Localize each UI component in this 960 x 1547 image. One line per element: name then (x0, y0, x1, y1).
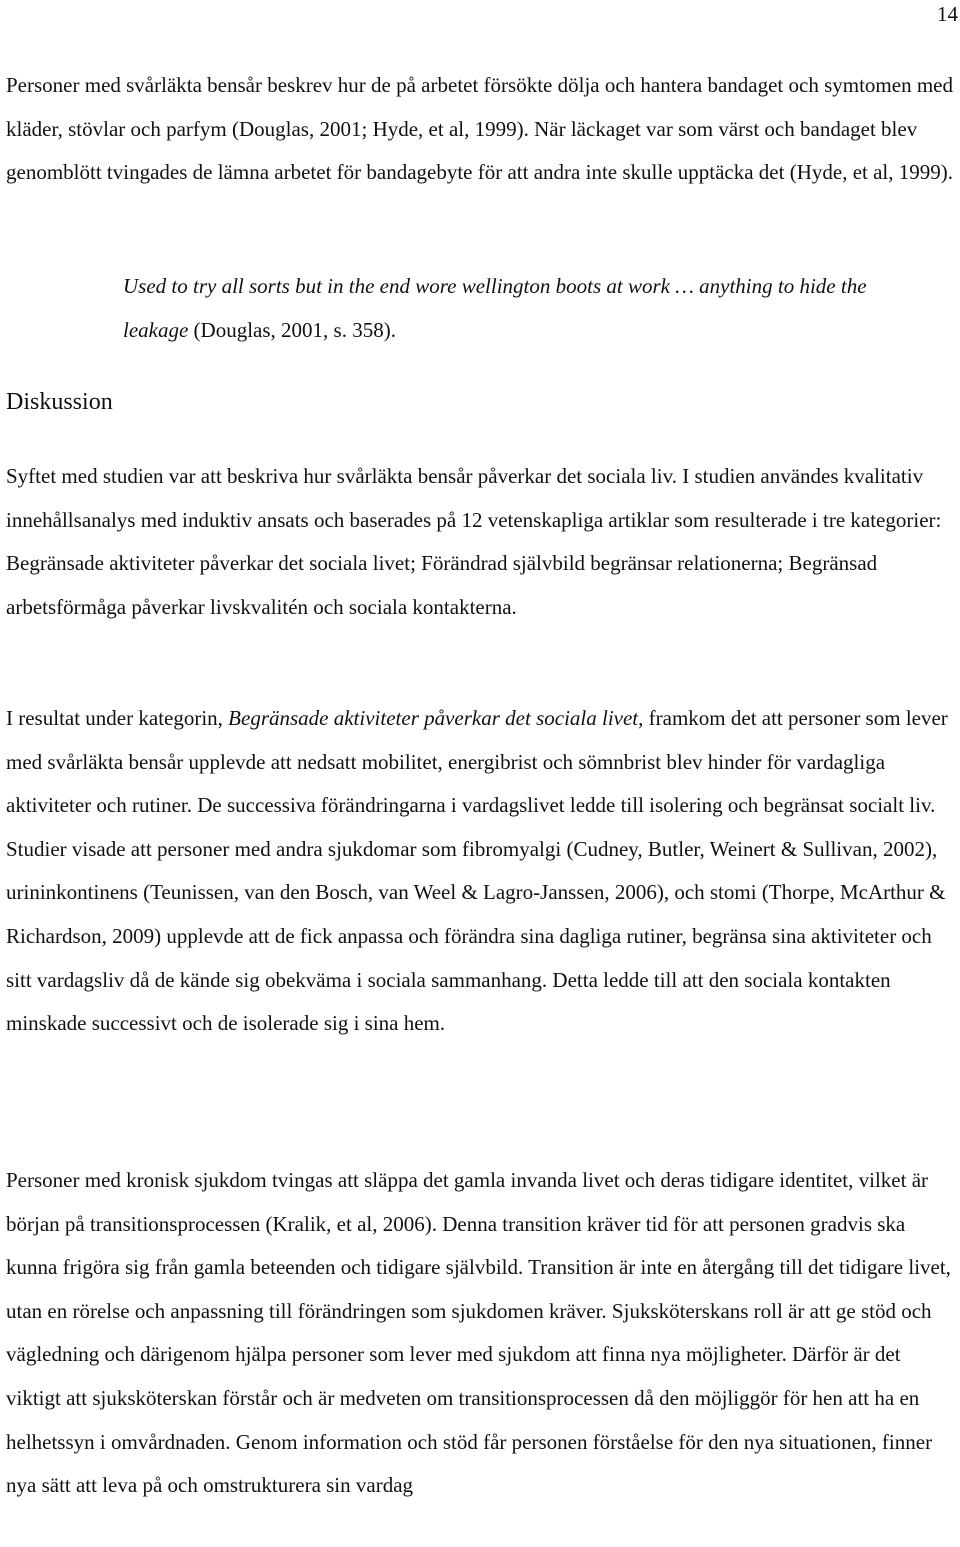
category-title-italic: Begränsade aktiviteter påverkar det sociala livet, (228, 706, 644, 730)
paragraph-study-aim: Syftet med studien var att beskriva hur svårläkta bensår påverkar det sociala liv. I studien användes kvalitativ innehållsanalys med induktiv ansats och baserades på 12 vetenskapliga artiklar som resulterade i tre kategorier: Begränsade aktiviteter påverkar det sociala livet; Förändrad självbild begränsar relationerna; Begränsad arbetsförmåga påverkar livskvalitén och sociala kontakterna. (6, 464, 942, 619)
quote-italic-text: Used to try all sorts but in the end wore wellington boots at work … anything to hide the leakage (123, 274, 867, 342)
paragraph-leg-ulcer-work: Personer med svårläkta bensår beskrev hur de på arbetet försökte dölja och hantera bandaget och symtomen med kläder, stövlar och parfym (Douglas, 2001; Hyde, et al, 1999). När läckaget var som värst och bandaget blev genomblött tvingades de lämna arbetet för bandagebyte för att andra inte skulle upptäcka det (Hyde, et al, 1999). (6, 73, 953, 185)
paragraph3-body: framkom det att personer som lever med svårläkta bensår upplevde att nedsatt mobilitet, energibrist och sömnbrist blev hinder för vardagliga aktiviteter och rutiner. De successiva förändringarna i vardagslivet ledde till isolering och begränsat socialt liv. Studier visade att personer med andra sjukdomar som fibromyalgi (Cudney, Butler, Weinert & Sullivan, 2002), urininkontinens (Teunissen, van den Bosch, van Weel & Lagro-Janssen, 2006), och stomi (Thorpe, McArthur & Richardson, 2009) upplevde att de fick anpassa och förändra sina dagliga rutiner, begränsa sina aktiviteter och sitt vardagsliv då de kände sig obekväma i sociala sammanhang. Detta ledde till att den sociala kontakten minskade successivt och de isolerade sig i sina hem. (6, 706, 948, 1036)
section-heading-diskussion: Diskussion (6, 389, 113, 415)
block-quote (123, 265, 923, 352)
quote-citation: (Douglas, 2001, s. 358). (188, 317, 396, 342)
paragraph3-lead: I resultat under kategorin, (6, 706, 229, 730)
paragraph-transition: Personer med kronisk sjukdom tvingas att släppa det gamla invanda livet och deras tidigare identitet, vilket är början på transitionsprocessen (Kralik, et al, 2006). Denna transition kräver tid för att personen gradvis ska kunna frigöra sig från gamla beteenden och tidigare självbild. Transition är inte en återgång till det tidigare livet, utan en rörelse och anpassning till förändringen som sjukdomen kräver. Sjuksköterskans roll är att ge stöd och vägledning och därigenom hjälpa personer som lever med sjukdom att finna nya möjligheter. Därför är det viktigt att sjuksköterskan förstår och är medveten om transitionsprocessen då den möjliggör för hen att ha en helhetssyn i omvårdnaden. Genom information och stöd får personen förståelse för den nya situationen, finner nya sätt att leva på och omstrukturera sin vardag (6, 1168, 951, 1498)
page-number: 14 (937, 2, 958, 26)
paragraph-results-category (6, 697, 956, 1046)
